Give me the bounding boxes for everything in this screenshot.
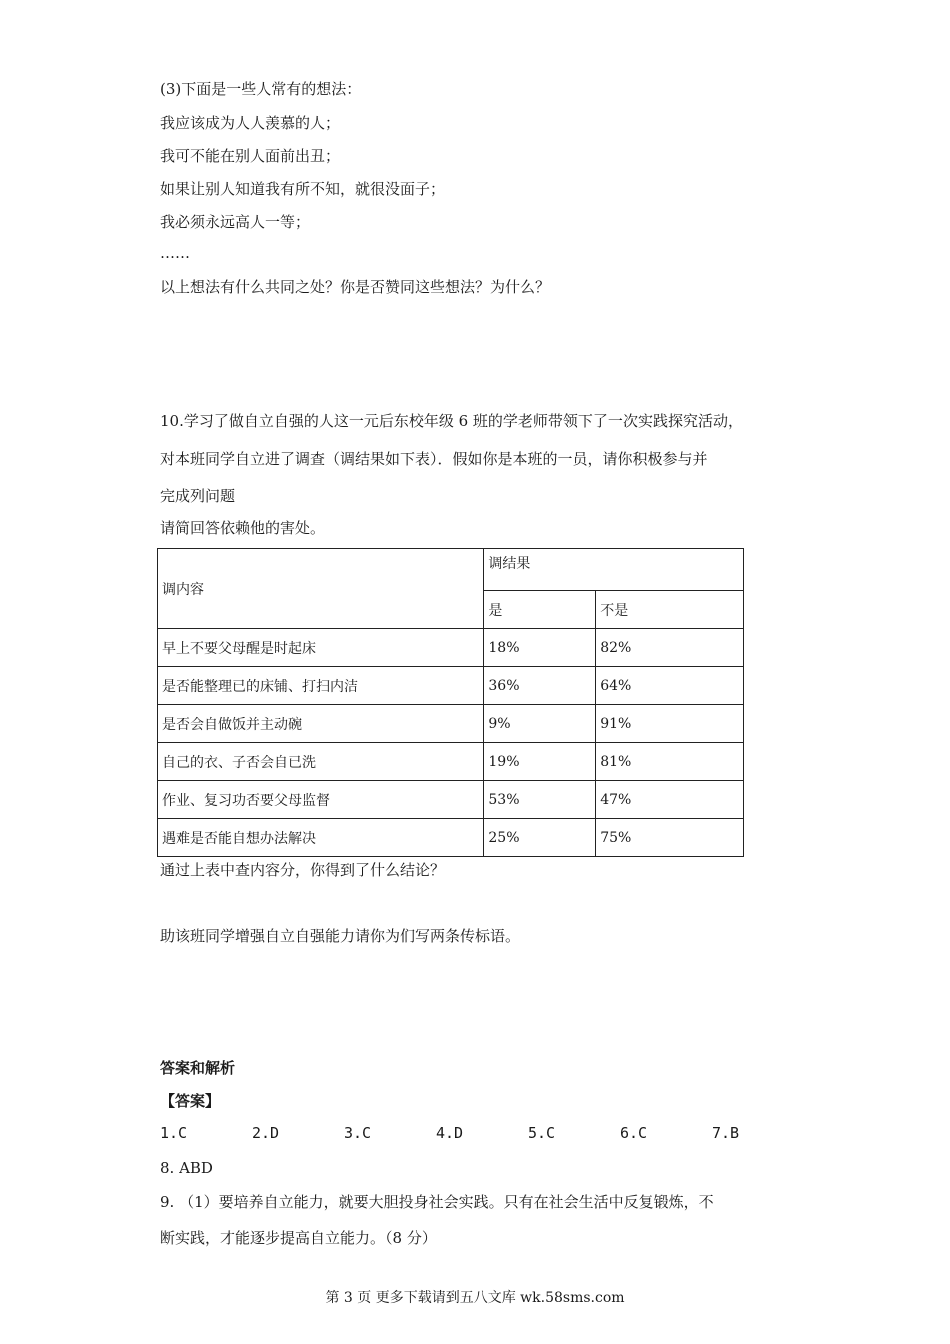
row-item: 作业、复习功否要父母监督 — [158, 781, 484, 819]
q10-stem-line: 10.学习了做自立自强的人这一元后东校年级 6 班的学老师带领下了一次实践探究活动， — [160, 412, 743, 430]
thought-line: 我可不能在别人面前出丑； — [160, 147, 341, 165]
q10-sub-question: 请简回答依赖他的害处。 — [160, 519, 326, 537]
table-row — [158, 743, 744, 781]
table-row — [158, 667, 744, 705]
table-row — [158, 819, 744, 857]
q10-stem-line: 对本班同学自立进了调查（调结果如下表）．假如你是本班的一员，请你积极参与并 — [160, 450, 708, 468]
row-item: 自己的衣、子否会自已洗 — [158, 743, 484, 781]
choice-answer: 3.C — [344, 1124, 372, 1142]
row-item: 是否能整理已的床铺、打扫内洁 — [158, 667, 484, 705]
table-row — [158, 705, 744, 743]
header-survey-result: 调结果 — [484, 549, 744, 591]
q10-stem-line: 完成列问题 — [160, 487, 236, 505]
row-item: 是否会自做饭并主动碗 — [158, 705, 484, 743]
row-yes: 9% — [484, 705, 596, 743]
row-yes: 25% — [484, 819, 596, 857]
header-yes: 是 — [484, 591, 596, 629]
survey-table — [157, 548, 744, 857]
answers-title: 答案和解析 — [160, 1059, 236, 1077]
header-no: 不是 — [596, 591, 744, 629]
answer-q8: 8. ABD — [160, 1159, 213, 1177]
row-no: 82% — [596, 629, 744, 667]
choice-answer: 2.D — [252, 1124, 280, 1142]
q10-sub-question: 通过上表中查内容分，你得到了什么结论？ — [160, 861, 446, 879]
row-item: 遇难是否能自想办法解决 — [158, 819, 484, 857]
answer-q9-line: 断实践，才能逐步提高自立能力。（8 分） — [160, 1229, 437, 1247]
thought-line: 我应该成为人人羡慕的人； — [160, 114, 341, 132]
choice-answer: 1.C — [160, 1124, 188, 1142]
row-yes: 18% — [484, 629, 596, 667]
row-yes: 36% — [484, 667, 596, 705]
row-no: 81% — [596, 743, 744, 781]
row-no: 47% — [596, 781, 744, 819]
answer-q9-line: 9. （1）要培养自立能力，就要大胆投身社会实践。只有在社会生活中反复锻炼，不 — [160, 1193, 714, 1211]
table-row — [158, 781, 744, 819]
page-footer: 第 3 页 更多下载请到五八文库 wk.58sms.com — [325, 1290, 625, 1306]
table-row — [158, 629, 744, 667]
row-yes: 19% — [484, 743, 596, 781]
choice-answer: 7.B — [712, 1124, 740, 1142]
row-no: 91% — [596, 705, 744, 743]
row-no: 75% — [596, 819, 744, 857]
row-no: 64% — [596, 667, 744, 705]
choice-answer: 6.C — [620, 1124, 648, 1142]
thought-ellipsis: …… — [160, 244, 190, 262]
q9-part3-intro: (3)下面是一些人常有的想法： — [160, 80, 362, 98]
table-header-row — [158, 549, 744, 591]
row-yes: 53% — [484, 781, 596, 819]
choice-answer: 5.C — [528, 1124, 556, 1142]
q10-sub-question: 助该班同学增强自立自强能力请你为们写两条传标语。 — [160, 927, 521, 945]
q9-part3-question: 以上想法有什么共同之处？你是否赞同这些想法？为什么？ — [160, 278, 551, 296]
row-item: 早上不要父母醒是时起床 — [158, 629, 484, 667]
thought-line: 我必须永远高人一等； — [160, 213, 311, 231]
thought-line: 如果让别人知道我有所不知，就很没面子； — [160, 180, 446, 198]
header-survey-content: 调内容 — [158, 549, 484, 629]
answers-label: 【答案】 — [160, 1092, 221, 1110]
choice-answer: 4.D — [436, 1124, 464, 1142]
